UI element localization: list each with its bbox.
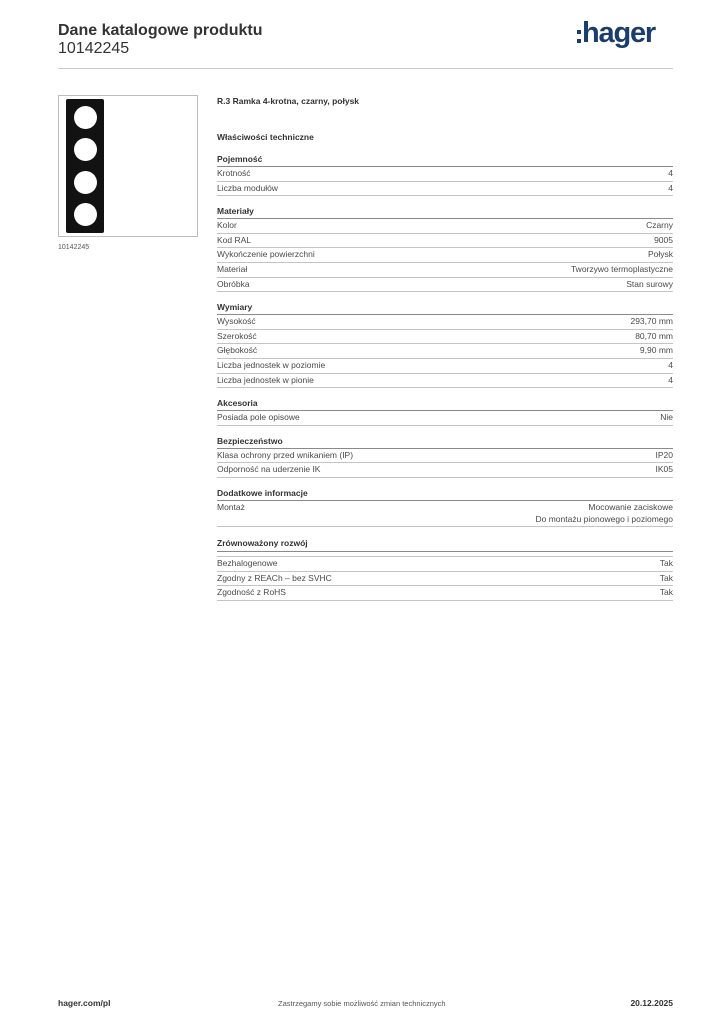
spec-row bbox=[217, 411, 673, 426]
spec-value: 9005 bbox=[654, 234, 673, 245]
spec-value: 4 bbox=[668, 182, 673, 193]
spec-row bbox=[217, 182, 673, 197]
spec-value: 4 bbox=[668, 359, 673, 370]
section-sustainability bbox=[217, 537, 673, 601]
logo-text: hager bbox=[582, 17, 655, 49]
spec-value: IP20 bbox=[655, 449, 673, 460]
frame-opening bbox=[74, 171, 97, 194]
frame-4-gang-image bbox=[66, 99, 104, 233]
section-accessories bbox=[217, 397, 673, 426]
section-materials bbox=[217, 205, 673, 292]
spec-label: Zgodność z RoHS bbox=[217, 587, 286, 598]
spec-row bbox=[217, 330, 673, 345]
image-caption: 10142245 bbox=[58, 244, 90, 251]
header-divider bbox=[58, 68, 673, 69]
spec-label: Wysokość bbox=[217, 316, 256, 327]
product-name: R.3 Ramka 4-krotna, czarny, połysk bbox=[217, 96, 360, 106]
section-dimensions bbox=[217, 301, 673, 388]
spec-row bbox=[217, 586, 673, 601]
spec-label: Liczba jednostek w pionie bbox=[217, 374, 314, 385]
spec-value: Tak bbox=[659, 557, 673, 568]
document-header bbox=[58, 17, 673, 70]
product-image bbox=[58, 95, 198, 237]
spec-label: Głębokość bbox=[217, 345, 258, 356]
spec-label: Zgodny z REACh – bez SVHC bbox=[217, 572, 332, 583]
spec-row bbox=[217, 344, 673, 359]
section-title: Zrównoważony rozwój bbox=[217, 537, 673, 552]
section-title: Akcesoria bbox=[217, 397, 673, 411]
spec-row bbox=[217, 315, 673, 330]
spec-label: Kolor bbox=[217, 220, 237, 231]
spec-value: 80,70 mm bbox=[635, 330, 673, 341]
spec-value: Tak bbox=[659, 587, 673, 598]
frame-opening bbox=[74, 138, 97, 161]
spec-row bbox=[217, 449, 673, 464]
logo-dots-icon bbox=[577, 30, 581, 43]
section-title: Wymiary bbox=[217, 301, 673, 315]
spec-value: Połysk bbox=[647, 249, 673, 260]
spec-value: 293,70 mm bbox=[630, 316, 673, 327]
product-data bbox=[217, 94, 673, 601]
footer-disclaimer: Zastrzegamy sobie możliwość zmian technicznych bbox=[278, 999, 446, 1008]
section-capacity bbox=[217, 153, 673, 196]
section-title: Dodatkowe informacje bbox=[217, 487, 673, 501]
spec-value: IK05 bbox=[655, 464, 673, 475]
frame-opening bbox=[74, 203, 97, 226]
spec-label: Montaż bbox=[217, 501, 245, 512]
spec-label: Szerokość bbox=[217, 330, 257, 341]
spec-value: Tak bbox=[659, 572, 673, 583]
spec-label: Krotność bbox=[217, 168, 251, 178]
spec-label: Bezhalogenowe bbox=[217, 557, 278, 568]
spec-row bbox=[217, 463, 673, 478]
spec-row bbox=[217, 359, 673, 374]
spec-row bbox=[217, 572, 673, 587]
spec-value: 4 bbox=[668, 168, 673, 178]
product-number: 10142245 bbox=[58, 40, 130, 57]
spec-row bbox=[217, 278, 673, 293]
spec-value: Czarny bbox=[646, 220, 673, 231]
spec-value-line: Mocowanie zaciskowe bbox=[588, 501, 673, 512]
spec-label: Materiał bbox=[217, 263, 248, 274]
spec-value: Tworzywo termoplastyczne bbox=[570, 263, 673, 274]
spec-value bbox=[535, 501, 673, 526]
spec-label: Odporność na uderzenie IK bbox=[217, 464, 321, 475]
spec-row bbox=[217, 167, 673, 182]
footer-date: 20.12.2025 bbox=[630, 998, 673, 1008]
spec-label: Wykończenie powierzchni bbox=[217, 249, 315, 260]
technical-properties-title: Właściwości techniczne bbox=[217, 132, 314, 142]
spec-row bbox=[217, 501, 673, 527]
section-title: Bezpieczeństwo bbox=[217, 435, 673, 449]
spec-value: Stan surowy bbox=[626, 278, 673, 289]
spec-value: 4 bbox=[668, 374, 673, 385]
spec-row bbox=[217, 374, 673, 389]
section-title: Materiały bbox=[217, 205, 673, 219]
spec-label: Liczba modułów bbox=[217, 182, 278, 193]
section-additional-info bbox=[217, 487, 673, 527]
spec-label: Liczba jednostek w poziomie bbox=[217, 359, 326, 370]
spec-value: Nie bbox=[660, 412, 673, 423]
spec-label: Kod RAL bbox=[217, 234, 252, 245]
spec-row bbox=[217, 234, 673, 249]
frame-opening bbox=[74, 106, 97, 129]
spec-label: Obróbka bbox=[217, 278, 250, 289]
section-safety bbox=[217, 435, 673, 478]
document-title: Dane katalogowe produktu bbox=[58, 22, 263, 39]
spec-value: 9,90 mm bbox=[639, 345, 673, 356]
hager-logo bbox=[577, 16, 655, 50]
spec-row bbox=[217, 248, 673, 263]
spec-label: Klasa ochrony przed wnikaniem (IP) bbox=[217, 449, 354, 460]
spec-label: Posiada pole opisowe bbox=[217, 412, 300, 423]
spec-row bbox=[217, 219, 673, 234]
spec-row bbox=[217, 557, 673, 572]
section-title: Pojemność bbox=[217, 153, 673, 167]
footer-website-link[interactable]: hager.com/pl bbox=[58, 998, 111, 1008]
spec-value-line: Do montażu pionowego i poziomego bbox=[535, 514, 673, 525]
spec-row bbox=[217, 263, 673, 278]
